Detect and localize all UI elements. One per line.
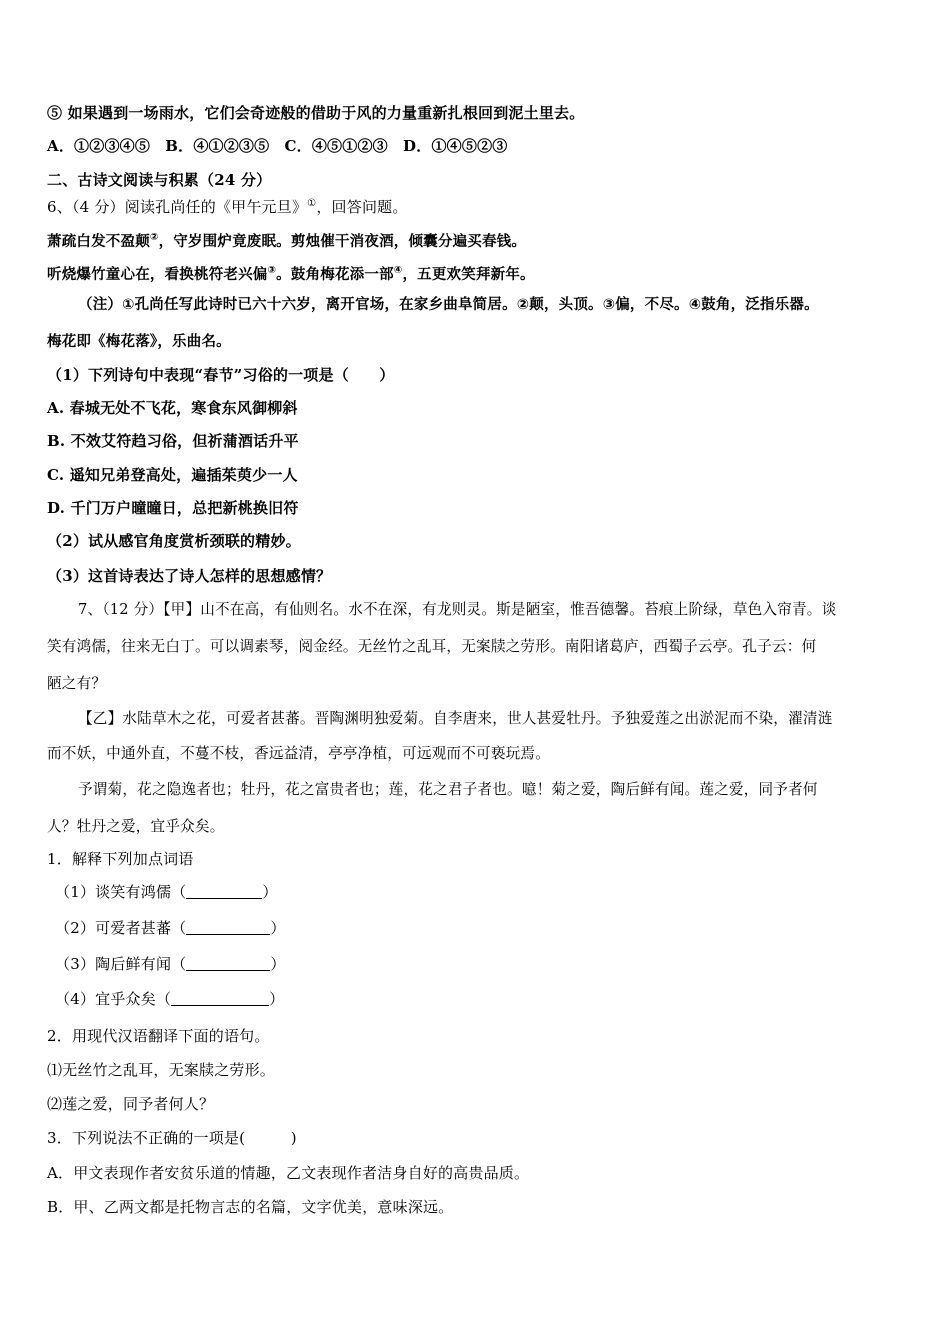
q7-s1-heading: 1．解释下列加点词语 — [47, 850, 194, 868]
answer-blank[interactable] — [186, 955, 270, 971]
poem1-b: ，守岁围炉竟废眠。剪烛催干消夜酒，倾囊分遍买春钱。 — [158, 233, 527, 250]
q6-sub2: （2）试从感官角度赏析颈联的精妙。 — [47, 532, 301, 550]
q7-s3-heading: 3．下列说法不正确的一项是( ) — [47, 1129, 297, 1147]
close-paren: ） — [269, 990, 285, 1008]
s1-item1-text: （1）谈笑有鸿儒（ — [55, 883, 187, 901]
s1-item4-text: （4）宜乎众矣（ — [55, 990, 172, 1008]
q7-jia-line3: 陋之有？ — [47, 675, 107, 692]
q7-yi-line4: 人？牡丹之爱，宜乎众矣。 — [47, 818, 225, 835]
close-paren: ） — [262, 883, 278, 901]
q6-sub3: （3）这首诗表达了诗人怎样的思想感情？ — [47, 567, 332, 585]
poem2-a: 听烧爆竹童心在，看换桃符老兴偏 — [47, 266, 268, 283]
poem1-a: 萧疏白发不盈颠 — [47, 233, 150, 250]
q7-s1-item1 — [55, 882, 278, 902]
q5-item5: ⑤ 如果遇到一场雨水，它们会奇迹般的借助于风的力量重新扎根回到泥土里去。 — [47, 104, 585, 122]
section2-heading: 二、古诗文阅读与积累（24 分） — [47, 171, 272, 189]
q6-option-c: C. 遥知兄弟登高处，遍插茱萸少一人 — [47, 466, 298, 484]
q6-option-d: D. 千门万户曈曈日，总把新桃换旧符 — [47, 499, 299, 517]
q6-poem-line2 — [47, 261, 535, 285]
q7-yi-line2: 而不妖，中通外直，不蔓不枝，香远益清，亭亭净植，可远观而不可亵玩焉。 — [47, 745, 550, 762]
answer-blank[interactable] — [186, 883, 262, 899]
q6-stem-text: 6、（4 分）阅读孔尚任的《甲午元旦》 — [47, 198, 308, 216]
q7-s2-heading: 2．用现代汉语翻译下面的语句。 — [47, 1027, 270, 1045]
q7-jia-line2: 笑有鸿儒，往来无白丁。可以调素琴，阅金经。无丝竹之乱耳，无案牍之劳形。南阳诸葛庐，西蜀子云亭。孔子云：何 — [47, 638, 817, 655]
poem1-footnote: ② — [149, 232, 159, 243]
q6-note-line2: 梅花即《梅花落》，乐曲名。 — [47, 334, 231, 350]
answer-blank[interactable] — [186, 919, 270, 935]
poem2-footnote4: ④ — [393, 265, 403, 276]
s1-item3-text: （3）陶后鲜有闻（ — [55, 955, 187, 973]
q7-s3-option-b: B．甲、乙两文都是托物言志的名篇，文字优美，意味深远。 — [47, 1198, 454, 1216]
close-paren: ） — [270, 919, 286, 937]
q6-stem-suffix: ，回答问题。 — [316, 198, 408, 216]
q7-s1-item4 — [55, 989, 284, 1009]
q6-option-b: B. 不效艾符趋习俗，但祈蒲酒话升平 — [47, 432, 299, 450]
q7-jia-line1: 7、（12 分）【甲】山不在高，有仙则名。水不在深，有龙则灵。斯是陋室，惟吾德馨。苔痕上阶绿，草色入帘青。谈 — [78, 601, 837, 618]
q7-s2-item1: ⑴无丝竹之乱耳，无案牍之劳形。 — [47, 1061, 276, 1079]
q7-yi-line1: 【乙】水陆草木之花，可爱者甚蕃。晋陶渊明独爱菊。自李唐来，世人甚爱牡丹。予独爱莲之出淤泥而不染，濯清涟 — [78, 710, 833, 727]
q7-s1-item2 — [55, 918, 286, 938]
q6-note-line1: （注）①孔尚任写此诗时已六十六岁，离开官场，在家乡曲阜简居。②颠，头顶。③偏，不尽。④鼓角，泛指乐器。 — [78, 297, 819, 313]
q6-poem-line1 — [47, 228, 526, 252]
q7-s1-item3 — [55, 954, 286, 974]
q6-sub1: （1）下列诗句中表现“春节”习俗的一项是（ ） — [47, 366, 395, 384]
q7-yi-line3: 予谓菊，花之隐逸者也；牡丹，花之富贵者也；莲，花之君子者也。噫！菊之爱，陶后鲜有闻。莲之爱，同予者何 — [78, 781, 818, 798]
q6-stem — [47, 194, 408, 217]
q7-s3-option-a: A．甲文表现作者安贫乐道的情趣，乙文表现作者洁身自好的高贵品质。 — [47, 1164, 530, 1182]
poem2-footnote3: ③ — [267, 265, 277, 276]
poem2-c: ，五更欢笑拜新年。 — [402, 266, 535, 283]
q6-option-a: A. 春城无处不飞花，寒食东风御柳斜 — [47, 399, 298, 417]
q5-options: A．①②③④⑤ B．④①②③⑤ C．④⑤①②③ D．①④⑤②③ — [47, 137, 508, 155]
poem2-b: 。鼓角梅花添一部 — [276, 266, 394, 283]
q6-stem-footnote: ① — [307, 198, 317, 209]
s1-item2-text: （2）可爱者甚蕃（ — [55, 919, 187, 937]
close-paren: ） — [270, 955, 286, 973]
answer-blank[interactable] — [171, 990, 269, 1006]
q7-s2-item2: ⑵莲之爱，同予者何人？ — [47, 1095, 215, 1113]
